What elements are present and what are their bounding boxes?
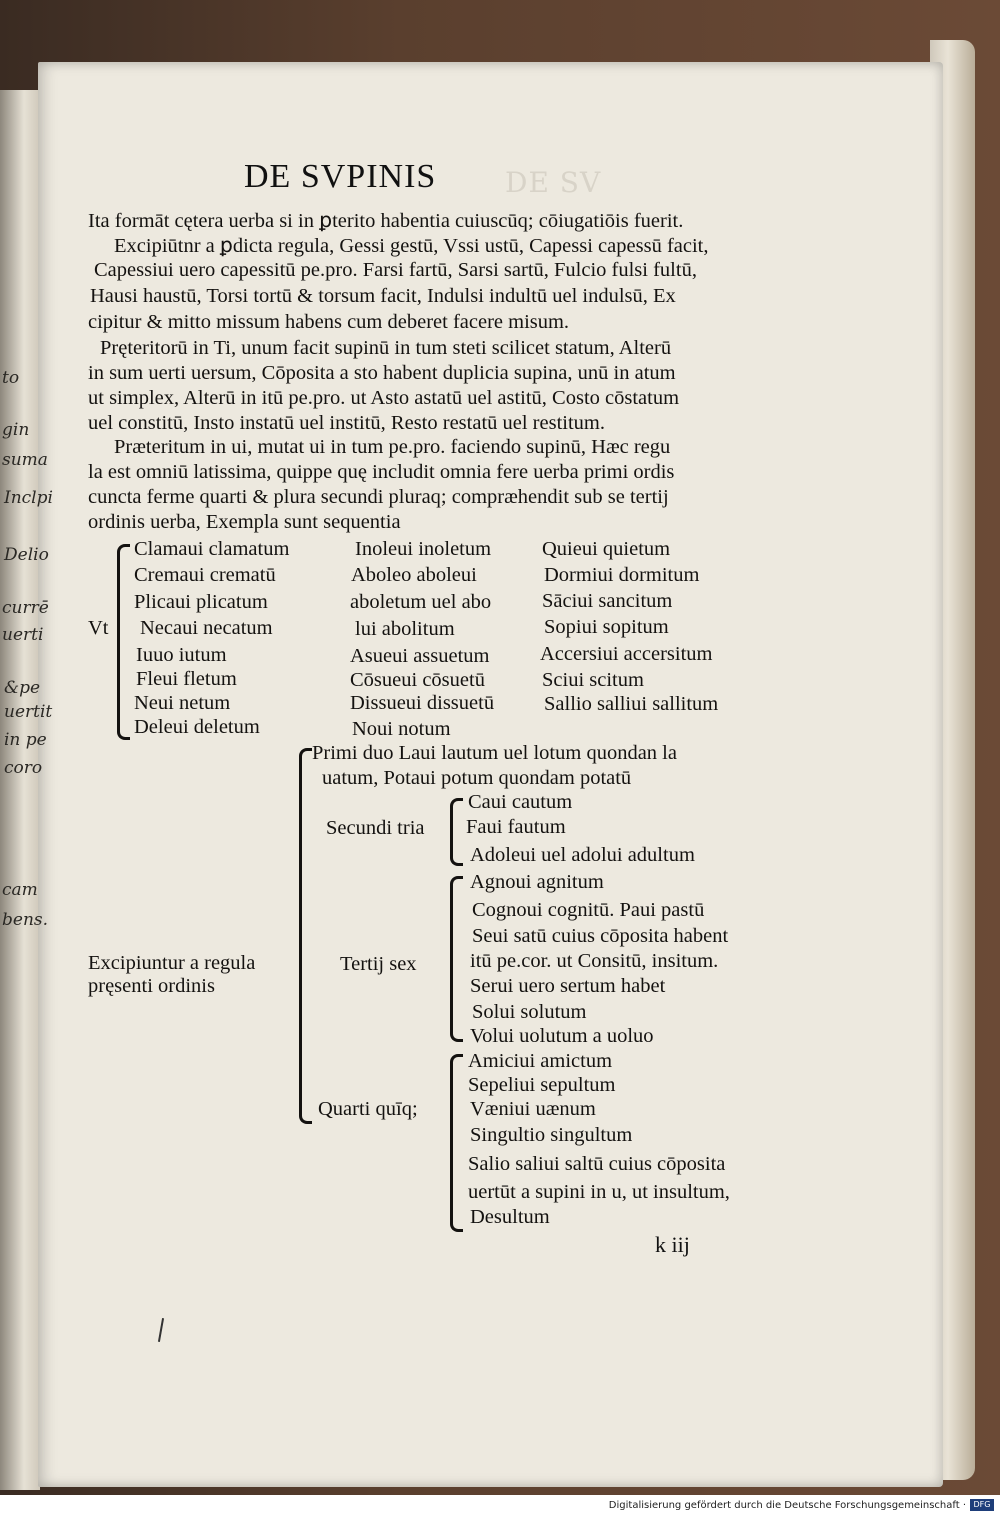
- margin-note: currē: [2, 598, 49, 618]
- example-col2-item: Inoleui inoletum: [355, 538, 492, 560]
- example-col3-item: Sāciui sancitum: [542, 590, 673, 612]
- tertij-item: Serui uero sertum habet: [470, 975, 666, 997]
- margin-note: suma: [2, 450, 48, 470]
- margin-note: bens.: [2, 910, 49, 930]
- secundi-brace: [450, 798, 463, 866]
- primi-line: Primi duo Laui lautum uel lotum quondan la: [312, 742, 677, 764]
- example-col1-item: Iuuo iutum: [136, 644, 227, 666]
- exceptions-label: pręsenti ordinis: [88, 975, 215, 997]
- tertij-item: Cognoui cognitū. Paui pastū: [472, 899, 705, 921]
- quarti-label: Quarti quīq;: [318, 1098, 418, 1120]
- example-col3-item: Sopiui sopitum: [544, 616, 669, 638]
- secundi-label: Secundi tria: [326, 817, 425, 839]
- tertij-item: Volui uolutum a uoluo: [470, 1025, 654, 1047]
- example-col3-item: Dormiui dormitum: [544, 564, 700, 586]
- quarti-item: Salio saliui saltū cuius cōposita: [468, 1153, 726, 1175]
- quarti-brace: [450, 1054, 463, 1232]
- margin-note: Delio: [4, 545, 49, 565]
- footer-credit: Digitalisierung gefördert durch die Deutsche Forschungsgemeinschaft ·: [608, 1500, 966, 1511]
- text-line: Ita formāt cętera uerba si in ꝑterito habentia cuiuscūq; cōiugatiōis fuerit.: [88, 210, 684, 232]
- tertij-item: itū pe.cor. ut Consitū, insitum.: [470, 950, 719, 972]
- tertij-brace: [450, 876, 463, 1042]
- example-col2-item: Noui notum: [352, 718, 451, 740]
- margin-note: to: [2, 368, 20, 388]
- examples-brace: [117, 544, 130, 740]
- example-col3-item: Quieui quietum: [542, 538, 671, 560]
- tertij-item: Seui satū cuius cōposita habent: [472, 925, 729, 947]
- text-line: ordinis uerba, Exempla sunt sequentia: [88, 511, 401, 533]
- quarti-item: Singultio singultum: [470, 1124, 633, 1146]
- tertij-item: Solui solutum: [472, 1001, 587, 1023]
- text-line: Excipiūtnr a ꝑdicta regula, Gessi gestū, Vssi ustū, Capessi capessū facit,: [114, 235, 709, 257]
- text-line: uel constitū, Insto instatū uel institū, Resto restatū uel restitum.: [88, 412, 605, 434]
- quarti-item: Sepeliui sepultum: [468, 1074, 616, 1096]
- margin-note: uertit: [4, 702, 53, 722]
- primi-line: uatum, Potaui potum quondam potatū: [322, 767, 632, 789]
- text-line: la est omniū latissima, quippe quę includit omnia fere uerba primi ordis: [88, 461, 675, 483]
- example-col2-item: Aboleo aboleui: [351, 564, 477, 586]
- example-col2-item: aboletum uel abo: [350, 591, 492, 613]
- quarti-item: Amiciui amictum: [468, 1050, 613, 1072]
- margin-note: &pe: [4, 678, 41, 698]
- margin-note: uerti: [2, 625, 44, 645]
- text-line: Hausi haustū, Torsi tortū & torsum facit, Indulsi indultū uel indulsū, Ex: [90, 285, 676, 307]
- example-col3-item: Accersiui accersitum: [540, 643, 713, 665]
- example-col1-item: Neui netum: [134, 692, 231, 714]
- margin-note: gin: [2, 420, 30, 440]
- margin-note: Inclpi: [4, 488, 53, 508]
- example-col2-item: Dissueui dissuetū: [350, 692, 495, 714]
- example-col1-item: Cremaui crematū: [134, 564, 276, 586]
- signature-mark: k iij: [655, 1232, 690, 1257]
- example-col1-item: Necaui necatum: [140, 617, 273, 639]
- margin-note: coro: [4, 758, 43, 778]
- secundi-item: Faui fautum: [466, 816, 566, 838]
- examples-prefix: Vt: [88, 617, 109, 639]
- example-col1-item: Clamaui clamatum: [134, 538, 290, 560]
- text-line: in sum uerti uersum, Cōposita a sto habent duplicia supina, unū in atum: [88, 362, 676, 384]
- facing-page-edge: [0, 90, 43, 1490]
- quarti-item: uertūt a supini in u, ut insultum,: [468, 1181, 730, 1203]
- example-col1-item: Deleui deletum: [134, 716, 260, 738]
- text-line: Capessiui uero capessitū pe.pro. Farsi fartū, Sarsi sartū, Fulcio fulsi fultū,: [94, 259, 697, 281]
- secundi-item: Adoleui uel adolui adultum: [470, 844, 695, 866]
- example-col1-item: Plicaui plicatum: [134, 591, 268, 613]
- example-col3-item: Sallio salliui sallitum: [544, 693, 719, 715]
- page-title: DE SVPINIS: [244, 158, 437, 195]
- example-col2-item: Cōsueui cōsuetū: [350, 669, 485, 691]
- text-line: ut simplex, Alterū in itū pe.pro. ut Asto astatū uel astitū, Costo cōstatum: [88, 387, 680, 409]
- secundi-item: Caui cautum: [468, 791, 573, 813]
- exceptions-label: Excipiuntur a regula: [88, 952, 256, 974]
- example-col1-item: Fleui fletum: [136, 668, 237, 690]
- tertij-item: Agnoui agnitum: [470, 871, 604, 893]
- example-col2-item: lui abolitum: [355, 618, 455, 640]
- text-line: Pręteritorū in Ti, unum facit supinū in tum steti scilicet statum, Alterū: [100, 337, 672, 359]
- quarti-item: Vӕniui uӕnum: [470, 1098, 596, 1120]
- dfg-logo-icon: DFG: [970, 1499, 994, 1511]
- show-through-heading: DE SV: [505, 166, 602, 199]
- margin-note: in pe: [4, 730, 47, 750]
- tertij-label: Tertij sex: [340, 953, 417, 975]
- example-col3-item: Sciui scitum: [542, 669, 644, 691]
- text-line: cipitur & mitto missum habens cum deberet facere misum.: [88, 311, 570, 333]
- text-line: cuncta ferme quarti & plura secundi pluraq; comprӕhendit sub se tertij: [88, 486, 669, 508]
- margin-note: cam: [2, 880, 38, 900]
- example-col2-item: Asueui assuetum: [350, 645, 490, 667]
- quarti-item: Desultum: [470, 1206, 550, 1228]
- brace-bar: [299, 880, 302, 950]
- text-line: Prӕteritum in ui, mutat ui in tum pe.pro. faciendo supinū, Hӕc regu: [114, 436, 671, 458]
